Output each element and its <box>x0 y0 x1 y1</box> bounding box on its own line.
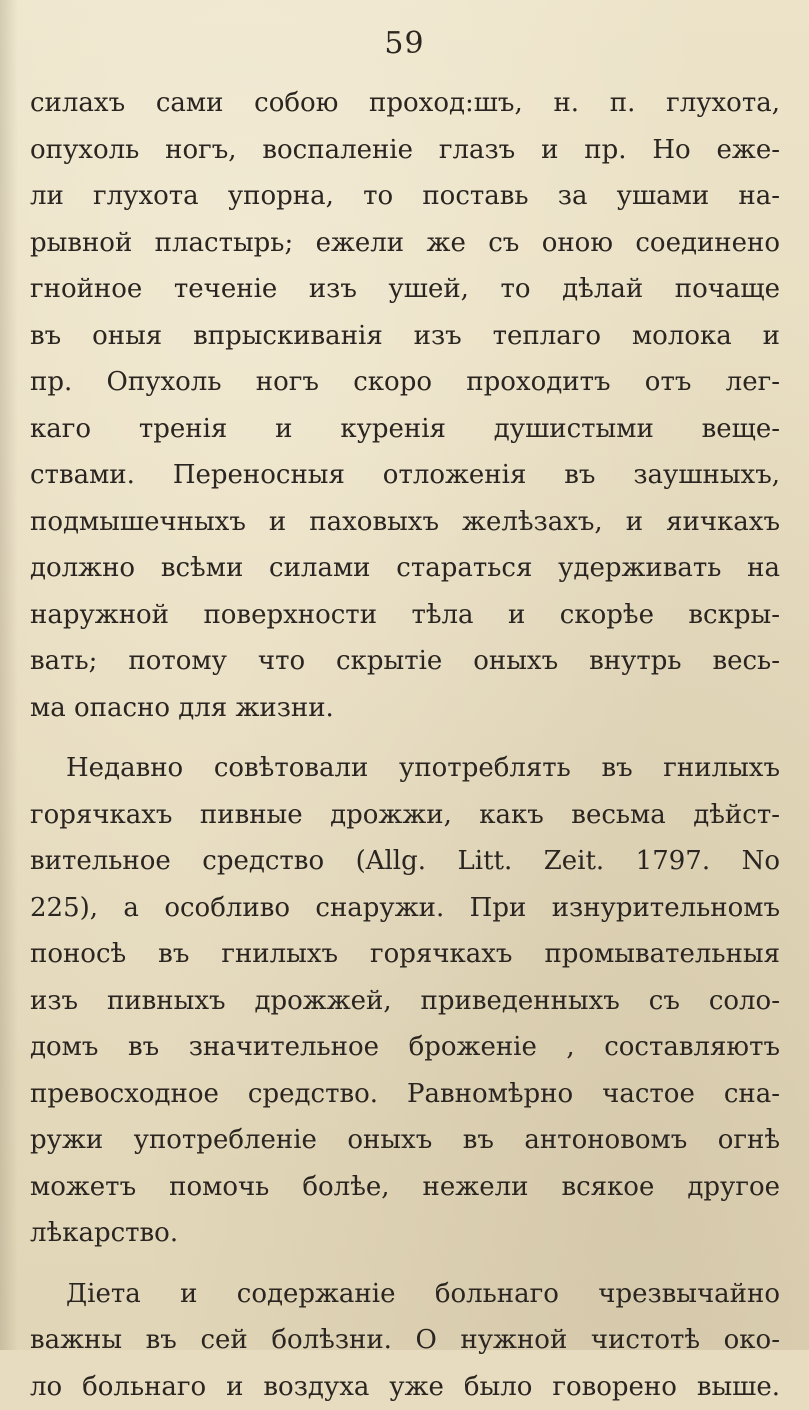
paragraph-2 <box>30 745 780 1257</box>
text-line: превосходное средство. Равномѣрно частое сна- <box>30 1071 780 1118</box>
text-line: въ оныя впрыскиванія изъ теплаго молока и <box>30 313 780 360</box>
text-line: ло больнаго и воздуха уже было говорено выше. <box>30 1364 780 1410</box>
text-line: ружи употребленіе оныхъ въ антоновомъ огнѣ <box>30 1117 780 1164</box>
text-line: можетъ помочь болѣе, нежели всякое другое <box>30 1164 780 1211</box>
text-line: наружной поверхности тѣла и скорѣе вскры- <box>30 592 780 639</box>
text-line: вать; потому что скрытіе оныхъ внутрь весь- <box>30 638 780 685</box>
paragraph-3 <box>30 1271 780 1410</box>
text-line: рывной пластырь; ежели же съ оною соединено <box>30 220 780 267</box>
paragraph-1 <box>30 80 780 731</box>
body-text <box>30 80 780 1410</box>
text-line: опухоль ногъ, воспаленіе глазъ и пр. Но еже- <box>30 127 780 174</box>
text-line: каго тренія и куренія душистыми веще- <box>30 406 780 453</box>
text-line: Діета и содержаніе больнаго чрезвычайно <box>30 1271 780 1318</box>
text-line: 225), а особливо снаружи. При изнурительномъ <box>30 885 780 932</box>
text-line: Недавно совѣтовали употреблять въ гнилыхъ <box>30 745 780 792</box>
paragraph-gap <box>30 731 780 745</box>
text-line: изъ пивныхъ дрожжей, приведенныхъ съ соло- <box>30 978 780 1025</box>
text-line: вительное средство (Allg. Litt. Zeit. 1797. No <box>30 838 780 885</box>
text-line: домъ въ значительное броженіе , составляютъ <box>30 1024 780 1071</box>
text-line: гнойное теченіе изъ ушей, то дѣлай почаще <box>30 266 780 313</box>
text-line: ли глухота упорна, то поставь за ушами на- <box>30 173 780 220</box>
page-number: 59 <box>0 26 809 61</box>
text-line: пр. Опухоль ногъ скоро проходитъ отъ лег- <box>30 359 780 406</box>
text-line: горячкахъ пивные дрожжи, какъ весьма дѣйст- <box>30 792 780 839</box>
text-line: лѣкарство. <box>30 1210 780 1257</box>
text-line: силахъ сами собою проход:шъ, н. п. глухота, <box>30 80 780 127</box>
text-line: ма опасно для жизни. <box>30 685 780 732</box>
text-line: подмышечныхъ и паховыхъ желѣзахъ, и яичкахъ <box>30 499 780 546</box>
text-line: поносѣ въ гнилыхъ горячкахъ промывательныя <box>30 931 780 978</box>
paragraph-gap <box>30 1257 780 1271</box>
text-line: ствами. Переносныя отложенія въ заушныхъ, <box>30 452 780 499</box>
text-line: должно всѣми силами стараться удерживать на <box>30 545 780 592</box>
text-line: важны въ сей болѣзни. О нужной чистотѣ око- <box>30 1317 780 1364</box>
